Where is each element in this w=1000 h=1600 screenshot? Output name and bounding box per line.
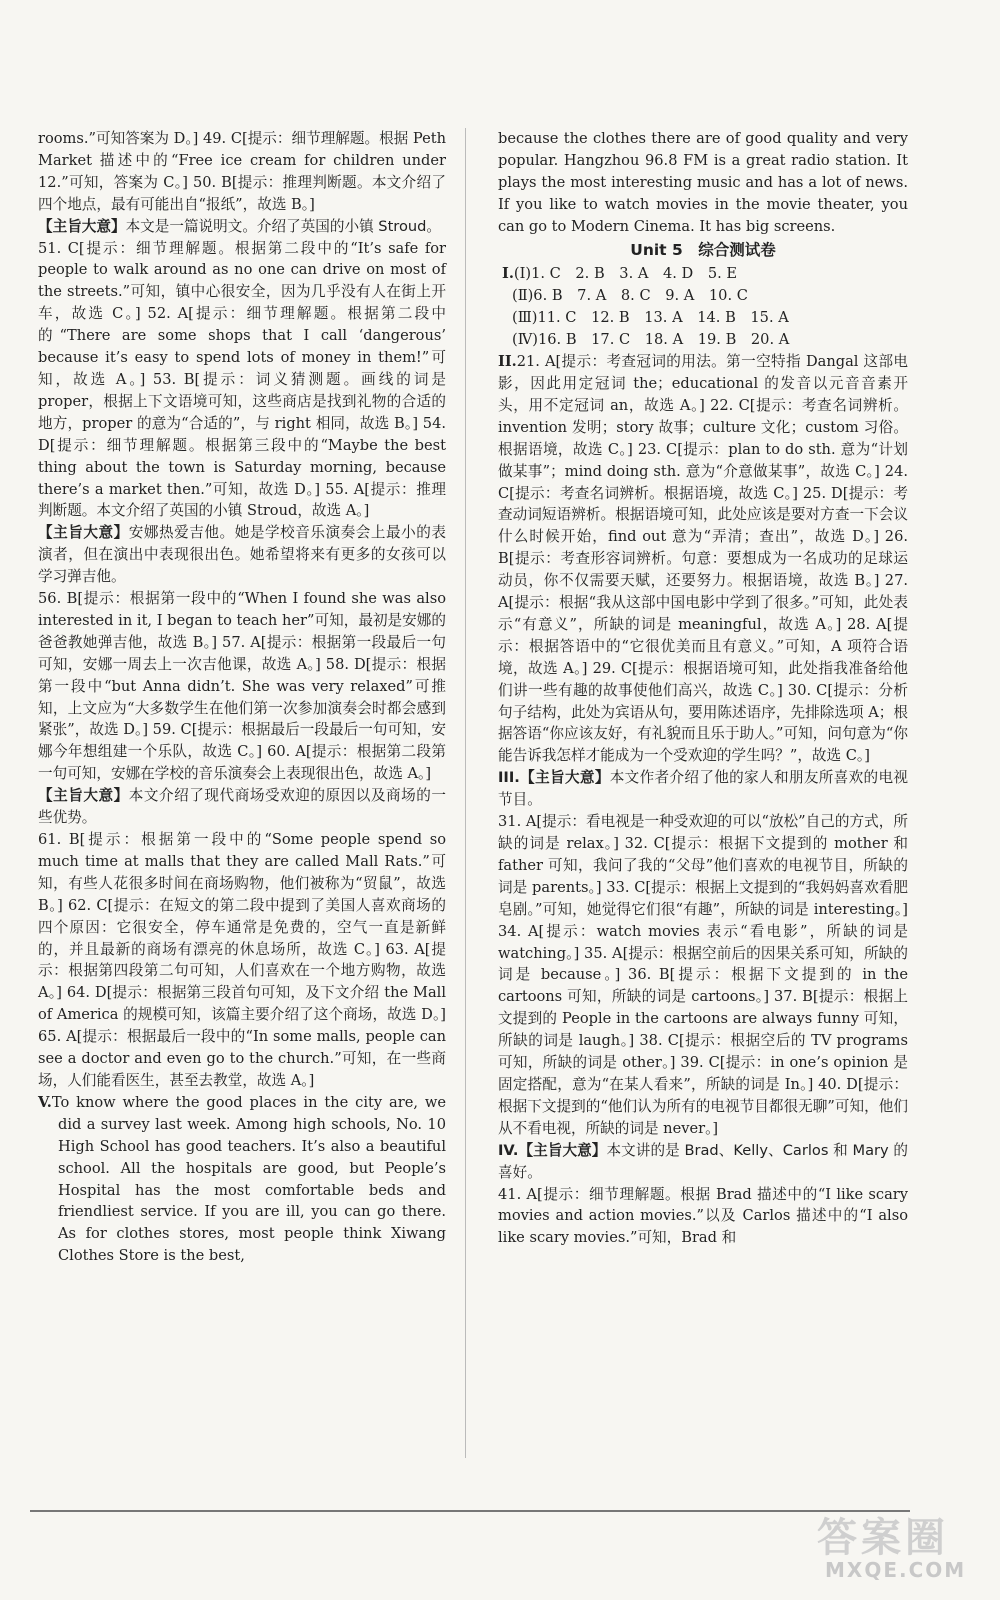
right-column [498, 128, 908, 1249]
answer-paragraph: 51. C[提示：细节理解题。根据第二段中的“It’s safe for people to walk around as no one can drive on most of the streets.”可知，镇中心很安全，因为几乎没有人在街上开车，故选 C。] 52. A[提示：细节理解题。根据第二段中的“There are some shops that I call ‘dangerous’ because it’s easy to spend lots of money in them!”可知，故选 A。] 53. B[提示：词义猜测题。画线的词是 proper，根据上下文语境可知，这些商店是找到礼物的合适的地方，proper 的意为“合适的”，与 right 相同，故选 B。] 54. D[提示：细节理解题。根据第三段中的“Maybe the best thing about the town is Saturday morning, because there’s a market then.”可知，故选 D。] 55. A[提示：推理判断题。本文介绍了英国的小镇 Stroud，故选 A。] [38, 239, 446, 520]
main-idea-tag: 【主旨大意】 [38, 524, 129, 542]
answer-paragraph: 31. A[提示：看电视是一种受欢迎的可以“放松”自己的方式，所缺的词是 relax。] 32. C[提示：根据下文提到的 mother 和 father 可知，我问了我的“父母”他们喜欢的电视节目，所缺的词是 parents。] 33. C[提示：根据上文提到的“我妈妈喜欢看肥皂剧。”可知，她觉得它们很“有趣”，所缺的词是 interesting。] 34. A[提示：watch movies 表示“看电影”，所缺的词是 watching。] 35. A[提示：根据空前后的因果关系可知，所缺的词是 because。] 36. B[提示：根据下文提到的 in the cartoons 可知，所缺的词是 cartoons。] 37. B[提示：根据上文提到的 People in the cartoons are always funny 可知，所缺的词是 laugh。] 38. C[提示：根据空后的 TV programs 可知，所缺的词是 other。] 39. C[提示：in one’s opinion 是固定搭配，意为“在某人看来”，所缺的词是 In。] 40. D[提示：根据下文提到的“他们认为所有的电视节目都很无聊”可知，他们从不看电视，所缺的词是 never。] [498, 813, 908, 1137]
main-idea-tag: 【主旨大意】 [38, 787, 129, 805]
answer-row [498, 263, 908, 285]
left-column [38, 128, 446, 1267]
answer-paragraph [498, 351, 908, 767]
writing-section [38, 1092, 446, 1267]
section-number: I. [502, 265, 514, 283]
bottom-rule [30, 1510, 910, 1512]
answer-paragraph-text: 21. A[提示：考查冠词的用法。第一空特指 Dangal 这部电影，因此用定冠词 the；educational 的发音以元音音素开头，用不定冠词 an，故选 A。] 22. C[提示：考查名词辨析。invention 发明；story 故事；culture 文化；custom 习俗。根据语境，故选 C。] 23. C[提示：plan to do sth. 意为“计划做某事”；mind doing sth. 意为“介意做某事”，故选 C。] 24. C[提示：考查名词辨析。根据语境，故选 C。] 25. D[提示：考查动词短语辨析。根据语境可知，此处应该是要对方查一下会议什么时候开始，find out 意为“弄清；查出”，故选 D。] 26. B[提示：考查形容词辨析。句意：要想成为一名成功的足球运动员，你不仅需要天赋，还要努力。根据语境，故选 B。] 27. A[提示：根据“我从这部中国电影中学到了很多。”可知，此处表示“有意义”，所缺的词是 meaningful，故选 A。] 28. A[提示：根据答语中的“它很优美而且有意义。”可知，A 项符合语境，故选 A。] 29. C[提示：根据语境可知，此处指我准备给他们讲一些有趣的故事使他们高兴，故选 C。] 30. C[提示：分析句子结构，此处为宾语从句，要用陈述语序，先排除选项 A；根据答语“你应该友好，有礼貌而且乐于助人。”可知，问句意为“你能告诉我怎样才能成为一个受欢迎的学生吗？”，故选 C。] [498, 353, 908, 765]
main-idea-text: 本文讲的是 Brad、Kelly、Carlos 和 Mary 的喜好。 [498, 1141, 908, 1181]
section-number: III. [498, 769, 520, 787]
writing-sample-text: To know where the good places in the city are, we did a survey last week. Among high schools, No. 10 High School has good teachers. It’s also a beautiful school. All the hospitals are good, but People’s Hospital has the most comfortable beds and friendliest service. If you are ill, you can go there. As for clothes stores, most people think Xiwang Clothes Store is the best, [51, 1093, 446, 1265]
main-idea-text: 本文是一篇说明文。介绍了英国的小镇 Stroud。 [125, 217, 442, 235]
answer-paragraph: rooms.”可知答案为 D。] 49. C[提示：细节理解题。根据 Peth Market 描述中的“Free ice cream for children under 12.”可知，答案为 C。] 50. B[提示：推理判断题。本文介绍了四个地点，最有可能出自“报纸”，故选 B。] [38, 130, 446, 213]
main-idea-tag: 【主旨大意】 [38, 217, 126, 235]
main-idea-block [38, 785, 446, 829]
section-listening [498, 263, 908, 351]
watermark-logo-text: 答案圈 [817, 1515, 949, 1561]
main-idea-block [498, 767, 908, 811]
answer-paragraph: 61. B[提示：根据第一段中的“Some people spend so much time at malls that they are called Mall Rats.”可知，有些人花很多时间在商场购物，他们被称为“贸鼠”，故选 B。] 62. C[提示：在短文的第二段中提到了美国人喜欢商场的四个原因：它很安全，停车通常是免费的，空气一直是新鲜的，并且最新的商场有漂亮的休息场所，故选 C。] 63. A[提示：根据第四段第二句可知，人们喜欢在一个地方购物，故选 A。] 64. D[提示：根据第三段首句可知，及下文介绍 the Mall of America 的规模可知，该篇主要介绍了这个商场，故选 D。] 65. A[提示：根据最后一段中的“In some malls, people can see a doctor and even go to the church.”可知，在一些商场，人们能看医生，甚至去教堂，故选 A。] [38, 831, 446, 1089]
answer-paragraph: 41. A[提示：细节理解题。根据 Brad 描述中的“I like scary movies and action movies.”以及 Carlos 描述中的“I also like scary movies.”可知，Brad 和 [498, 1185, 908, 1247]
section-number: IV. [498, 1141, 519, 1159]
main-idea-block [498, 1140, 908, 1184]
section-number: II. [498, 353, 517, 371]
site-watermark [817, 1506, 982, 1586]
main-idea-tag: 【主旨大意】 [519, 769, 610, 787]
section-number: V. [38, 1093, 52, 1111]
answer-row: (Ⅱ)6. B 7. A 8. C 9. A 10. C [512, 287, 748, 305]
watermark-url: MXQE.COM [825, 1558, 967, 1582]
answer-row: (Ⅳ)16. B 17. C 18. A 19. B 20. A [512, 331, 790, 349]
main-idea-text: 本文介绍了现代商场受欢迎的原因以及商场的一些优势。 [38, 787, 446, 827]
main-idea-block [38, 522, 446, 588]
answer-row-text: (Ⅰ)1. C 2. B 3. A 4. D 5. E [513, 265, 738, 283]
main-idea-text: 本文作者介绍了他的家人和朋友所喜欢的电视节目。 [498, 769, 908, 809]
main-idea-text: 安娜热爱吉他。她是学校音乐演奏会上最小的表演者，但在演出中表现很出色。她希望将来有更多的女孩可以学习弹吉他。 [38, 524, 446, 586]
column-divider [465, 128, 466, 1458]
main-idea-block [38, 216, 446, 238]
answer-paragraph: because the clothes there are of good quality and very popular. Hangzhou 96.8 FM is a great radio station. It plays the most interesting music and has a lot of news. If you like to watch movies in the movie theater, you can go to Modern Cinema. It has big screens. [498, 130, 908, 235]
answer-row: (Ⅲ)11. C 12. B 13. A 14. B 15. A [512, 309, 789, 327]
answer-paragraph: 56. B[提示：根据第一段中的“When I found she was also interested in it, I began to teach her”可知，最初是安娜的爸爸教她弹吉他，故选 B。] 57. A[提示：根据第一段最后一句可知，安娜一周去上一次吉他课，故选 A。] 58. D[提示：根据第一段中“but Anna didn’t. She was very relaxed”可推知，上文应为“大多数学生在他们第一次参加演奏会时都会感到紧张”，故选 D。] 59. C[提示：根据最后一段最后一句可知，安娜今年想组建一个乐队，故选 C。] 60. A[提示：根据第二段第一句可知，安娜在学校的音乐演奏会上表现很出色，故选 A。] [38, 590, 446, 783]
unit-title: Unit 5 综合测试卷 [630, 240, 776, 259]
main-idea-tag: 【主旨大意】 [518, 1141, 607, 1159]
